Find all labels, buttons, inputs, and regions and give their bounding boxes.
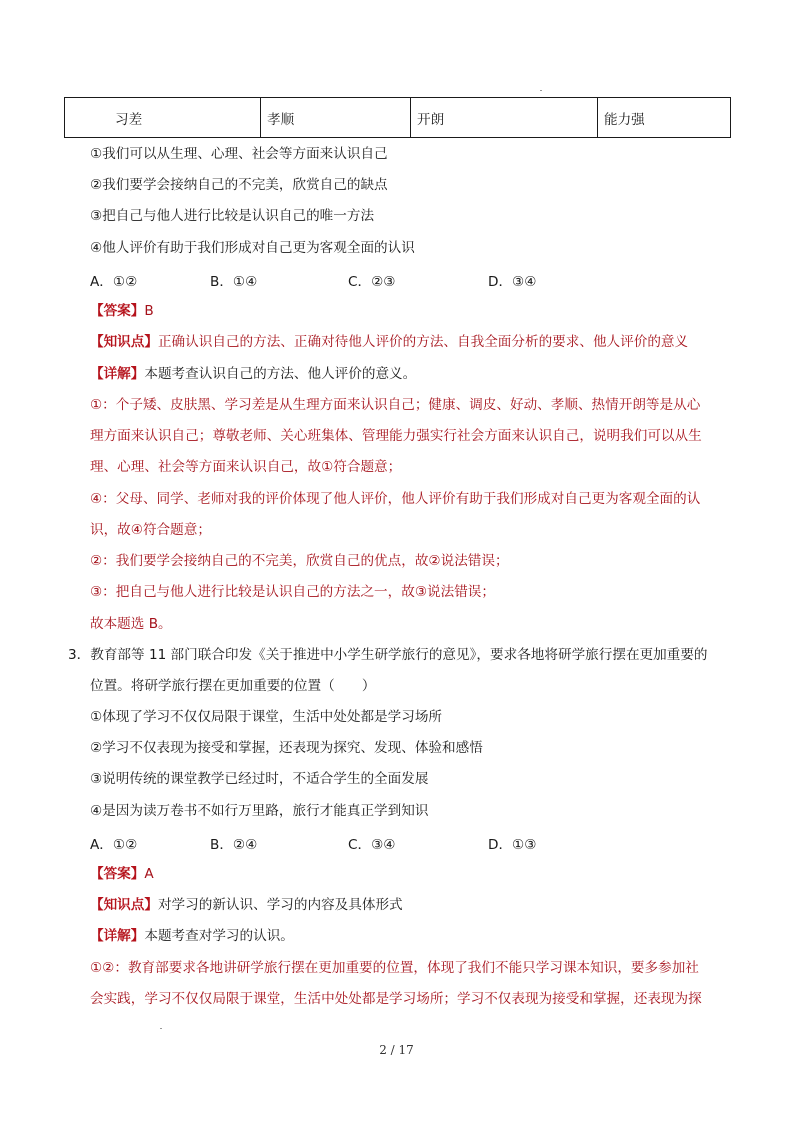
answer-tag: 【答案】 xyxy=(90,866,145,882)
table-row xyxy=(65,98,731,138)
analysis-line: ③：把自己与他人进行比较是认识自己的方法之一，故③说法错误； xyxy=(90,584,495,600)
detail-text: 本题考查对学习的认识。 xyxy=(144,928,294,944)
table-cell: 开朗 xyxy=(411,98,598,138)
statement-3: ③把自己与他人进行比较是认识自己的唯一方法 xyxy=(90,208,375,224)
answer-line xyxy=(90,302,154,320)
detail-tag: 【详解】 xyxy=(90,928,145,944)
option-d: D．①③ xyxy=(488,837,537,853)
statement-1: ①我们可以从生理、心理、社会等方面来认识自己 xyxy=(90,146,388,162)
option-c: C．③④ xyxy=(348,837,396,853)
knowledge-line xyxy=(90,896,403,914)
page-number: 2 / 17 xyxy=(379,1043,414,1057)
answer-value: A xyxy=(144,866,154,882)
scan-dot xyxy=(540,90,542,91)
analysis-line: ②：我们要学会接纳自己的不完美，欣赏自己的优点，故②说法错误； xyxy=(90,553,509,569)
analysis-line: ④：父母、同学、老师对我的评价体现了他人评价，他人评价有助于我们形成对自己更为客观全面的认 xyxy=(90,491,701,507)
knowledge-text: 正确认识自己的方法、正确对待他人评价的方法、自我全面分析的要求、他人评价的意义 xyxy=(157,334,689,350)
option-a: A．①② xyxy=(90,837,138,853)
scan-dot xyxy=(160,1028,162,1029)
answer-value: B xyxy=(144,303,154,319)
detail-line xyxy=(90,927,294,945)
detail-line xyxy=(90,365,416,383)
analysis-line: ①：个子矮、皮肤黑、学习差是从生理方面来认识自己；健康、调皮、好动、孝顺、热情开朗等是从心 xyxy=(90,397,701,413)
question-stem: 位置。将研学旅行摆在更加重要的位置（ ） xyxy=(90,678,376,694)
option-c: C．②③ xyxy=(348,274,396,290)
knowledge-tag: 【知识点】 xyxy=(90,334,158,350)
analysis-line: 会实践，学习不仅仅局限于课堂，生活中处处都是学习场所；学习不仅表现为接受和掌握，还表现为探 xyxy=(90,991,702,1007)
statement-1: ①体现了学习不仅仅局限于课堂，生活中处处都是学习场所 xyxy=(90,709,443,725)
knowledge-tag: 【知识点】 xyxy=(90,897,158,913)
knowledge-line xyxy=(90,333,688,351)
table-cell: 习差 xyxy=(65,98,261,138)
statement-4: ④他人评价有助于我们形成对自己更为客观全面的认识 xyxy=(90,240,415,256)
info-table xyxy=(64,97,731,138)
analysis-line: 识，故④符合题意； xyxy=(90,522,211,538)
statement-3: ③说明传统的课堂教学已经过时，不适合学生的全面发展 xyxy=(90,771,429,787)
analysis-line: 理、心理、社会等方面来认识自己，故①符合题意； xyxy=(90,459,402,475)
detail-text: 本题考查认识自己的方法、他人评价的意义。 xyxy=(144,366,417,382)
analysis-line: 理方面来认识自己；尊敬老师、关心班集体、管理能力强实行社会方面来认识自己，说明我们可以从生 xyxy=(90,428,702,444)
analysis-line: ①②：教育部要求各地讲研学旅行摆在更加重要的位置，体现了我们不能只学习课本知识，要多参加社 xyxy=(90,960,699,976)
answer-line xyxy=(90,865,154,883)
conclusion-line: 故本题选 B。 xyxy=(90,616,172,632)
option-b: B．①④ xyxy=(210,274,258,290)
knowledge-text: 对学习的新认识、学习的内容及具体形式 xyxy=(157,897,403,913)
table-cell: 能力强 xyxy=(598,98,731,138)
detail-tag: 【详解】 xyxy=(90,366,145,382)
question-stem: 3．教育部等 11 部门联合印发《关于推进中小学生研学旅行的意见》，要求各地将研学旅行摆在更加重要的 xyxy=(68,647,708,663)
statement-4: ④是因为读万卷书不如行万里路，旅行才能真正学到知识 xyxy=(90,803,429,819)
option-d: D．③④ xyxy=(488,274,537,290)
statement-2: ②我们要学会接纳自己的不完美，欣赏自己的缺点 xyxy=(90,177,388,193)
answer-tag: 【答案】 xyxy=(90,303,145,319)
option-b: B．②④ xyxy=(210,837,258,853)
statement-2: ②学习不仅表现为接受和掌握，还表现为探究、发现、体验和感悟 xyxy=(90,740,483,756)
option-a: A．①② xyxy=(90,274,138,290)
table-cell: 孝顺 xyxy=(261,98,411,138)
